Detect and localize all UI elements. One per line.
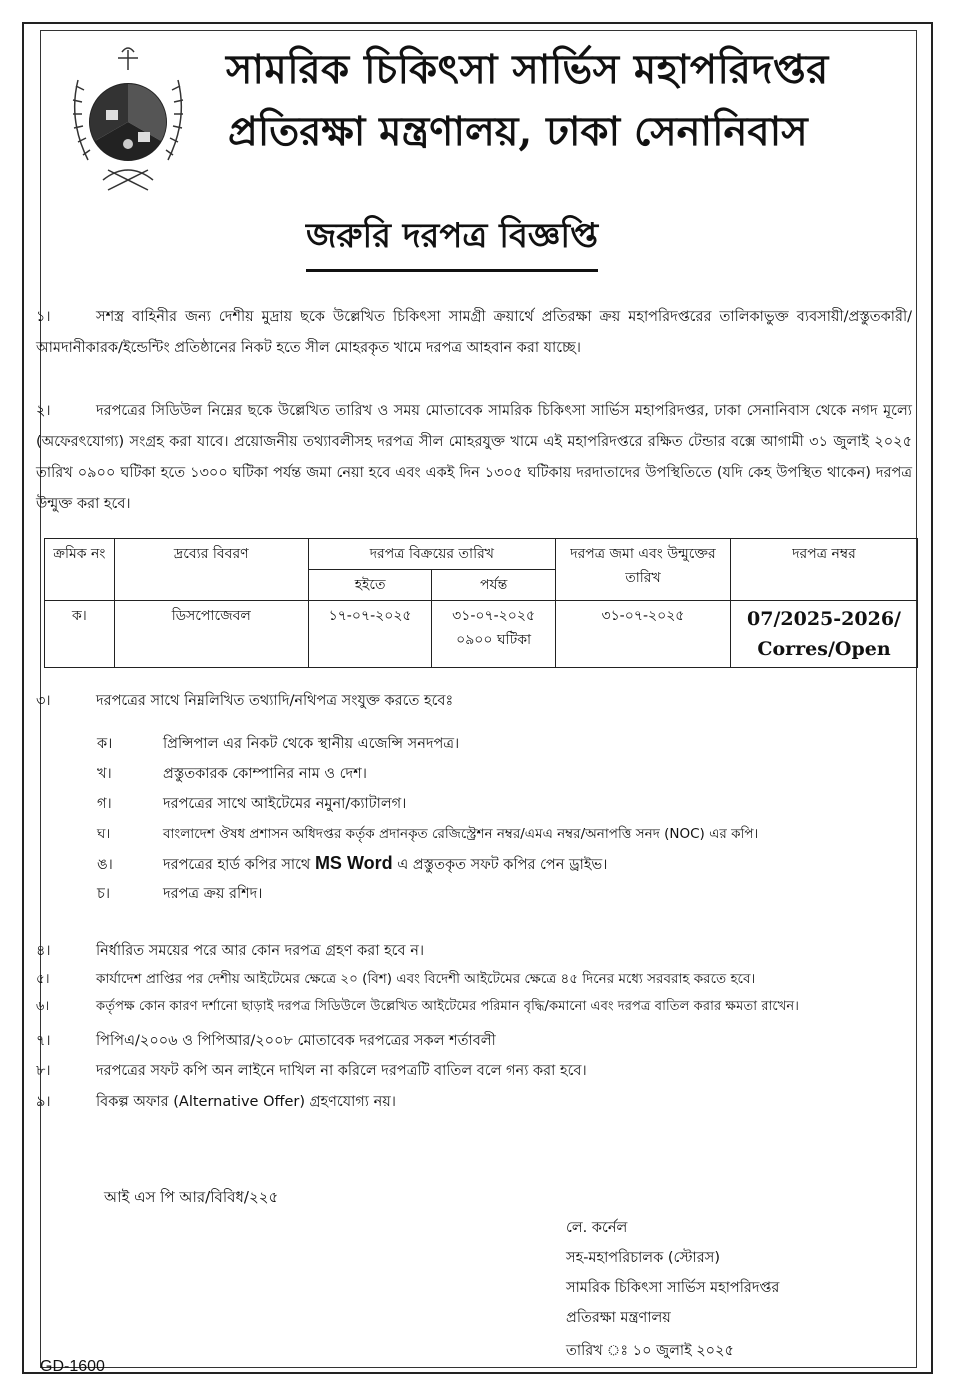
tender-no-line1: 07/2025-2026/	[747, 608, 901, 630]
th-sale-from: হইতে	[308, 570, 432, 601]
point-4: ৪। নির্ধারিত সময়ের পরে আর কোন দরপত্র গ্রহণ করা হবে ন।	[36, 943, 425, 959]
cell-from: ১৭-০৭-২০২৫	[308, 601, 432, 668]
cell-to-date: ৩১-০৭-২০২৫	[452, 608, 536, 624]
signature-ministry: প্রতিরক্ষা মন্ত্রণালয়	[566, 1310, 671, 1326]
list-item: গ। দরপত্রের সাথে আইটেমের নমুনা/ক্যাটালগ।	[97, 796, 407, 812]
paragraph-1-number: ১।	[36, 309, 51, 325]
paragraph-3	[36, 690, 453, 714]
point-7: ৭। পিপিএ/২০০৬ ও পিপিআর/২০০৮ মোতাবেক দরপত্রের সকল শর্তাবলী	[36, 1033, 496, 1049]
paragraph-1	[36, 302, 912, 364]
paragraph-2	[36, 396, 912, 520]
signature-title: সহ-মহাপরিচালক (স্টোরস)	[566, 1250, 720, 1266]
list-item: খ। প্রস্তুতকারক কোম্পানির নাম ও দেশ।	[97, 766, 367, 782]
th-submit-date: দরপত্র জমা এবং উন্মুক্তের তারিখ	[555, 539, 730, 601]
paragraph-3-number: ৩।	[36, 693, 51, 709]
notice-title: জরুরি দরপত্র বিজ্ঞপ্তি	[306, 210, 598, 272]
list-item: চ। দরপত্র ক্রয় রশিদ।	[97, 886, 263, 902]
th-tender-no: দরপত্র নম্বর	[731, 539, 918, 601]
cell-item: ডিসপোজেবল	[114, 601, 308, 668]
tender-no-line2: Corres/Open	[757, 638, 891, 660]
signature-rank: লে. কর্নেল	[566, 1220, 628, 1236]
header-ministry-location: প্রতিরক্ষা মন্ত্রণালয়, ঢাকা সেনানিবাস	[228, 108, 808, 155]
cell-submit: ৩১-০৭-২০২৫	[555, 601, 730, 668]
footer-code: GD-1600	[40, 1358, 105, 1375]
signature-office: সামরিক চিকিৎসা সার্ভিস মহাপরিদপ্তর	[566, 1280, 780, 1296]
th-item: দ্রব্যের বিবরণ	[114, 539, 308, 601]
reference-number: আই এস পি আর/বিবিধ/২২৫	[104, 1188, 279, 1206]
point-8: ৮। দরপত্রের সফট কপি অন লাইনে দাখিল না করিলে দরপত্রটি বাতিল বলে গন্য করা হবে।	[36, 1063, 587, 1079]
tender-table	[44, 538, 918, 668]
paragraph-3-text: দরপত্রের সাথে নিম্নলিখিত তথ্যাদি/নথিপত্র সংযুক্ত করতে হবেঃ	[96, 693, 454, 709]
cell-to	[432, 601, 556, 668]
list-item: ঙ। দরপত্রের হার্ড কপির সাথে MS Word এ প্রস্তুতকৃত সফট কপির পেন ড্রাইভ।	[97, 853, 608, 873]
point-5: ৫। কার্যাদেশ প্রাপ্তির পর দেশীয় আইটেমের ক্ষেত্রে ২০ (বিশ) এবং বিদেশী আইটেমের ক্ষেত্রে ৪৫ দিনের মধ্যে সরবরাহ করতে হবে।	[36, 971, 756, 987]
paragraph-2-text: দরপত্রের সিডিউল নিম্নের ছকে উল্লেখিত তারিখ ও সময় মোতাবেক সামরিক চিকিৎসা সার্ভিস মহাপরিদপ্তর, ঢাকা সেনানিবাস থেকে নগদ মূল্যে (অফেরৎযোগ্য) সংগ্রহ করা যাবে। প্রয়োজনীয় তথ্যাবলীসহ দরপত্র সীল মোহরযুক্ত খামে এই মহাপরিদপ্তরে রক্ষিত টেন্ডার বক্সে আগামী ৩১ জুলাই ২০২৫ তারিখ ০৯০০ ঘটিকা হতে ১৩০০ ঘটিকা পর্যন্ত জমা নেয়া হবে এবং একই দিন ১৩০৫ ঘটিকায় দরদাতাদের উপস্থিতিতে (যদি কেহ উপস্থিত থাকেন) দরপত্র উন্মুক্ত করা হবে।	[36, 403, 912, 512]
paragraph-2-number: ২।	[36, 403, 51, 419]
army-medical-emblem-icon	[48, 40, 208, 200]
list-item: ঘ। বাংলাদেশ ঔষধ প্রশাসন অধিদপ্তর কর্তৃক প্রদানকৃত রেজিস্ট্রেশন নম্বর/এমএ নম্বর/অনাপত্তি সনদ (NOC) এর কপি।	[97, 826, 759, 842]
cell-tender-no	[731, 601, 918, 668]
table-row	[45, 601, 918, 668]
point-6: ৬। কর্তৃপক্ষ কোন কারণ দর্শানো ছাড়াই দরপত্র সিডিউলে উল্লেখিত আইটেমের পরিমান বৃদ্ধি/কমানো এবং দরপত্র বাতিল করার ক্ষমতা রাখেন।	[36, 999, 799, 1014]
point-9: ৯। বিকল্প অফার (Alternative Offer) গ্রহণযোগ্য নয়।	[36, 1094, 396, 1110]
paragraph-1-text: সশস্ত্র বাহিনীর জন্য দেশীয় মুদ্রায় ছকে উল্লেখিত চিকিৎসা সামগ্রী ক্রয়ার্থে প্রতিরক্ষা ক্রয় মহাপরিদপ্তরের তালিকাভুক্ত ব্যবসায়ী/প্রস্তুতকারী/আমদানীকারক/ইন্ডেন্টিং প্রতিষ্ঠানের নিকট হতে সীল মোহরকৃত খামে দরপত্র আহবান করা যাচ্ছে।	[36, 309, 912, 356]
header-office-name: সামরিক চিকিৎসা সার্ভিস মহাপরিদপ্তর	[226, 46, 829, 93]
ms-word-label: MS Word	[314, 853, 393, 873]
th-serial: ক্রমিক নং	[45, 539, 115, 601]
list-item: ক। প্রিন্সিপাল এর নিকট থেকে স্থানীয় এজেন্সি সনদপত্র।	[97, 736, 460, 752]
th-sale-date: দরপত্র বিক্রয়ের তারিখ	[308, 539, 555, 570]
cell-serial: ক।	[45, 601, 115, 668]
cell-to-time: ০৯০০ ঘটিকা	[456, 632, 532, 648]
signature-date: তারিখ ঃ ১০ জুলাই ২০২৫	[566, 1343, 734, 1359]
th-sale-to: পর্যন্ত	[432, 570, 556, 601]
